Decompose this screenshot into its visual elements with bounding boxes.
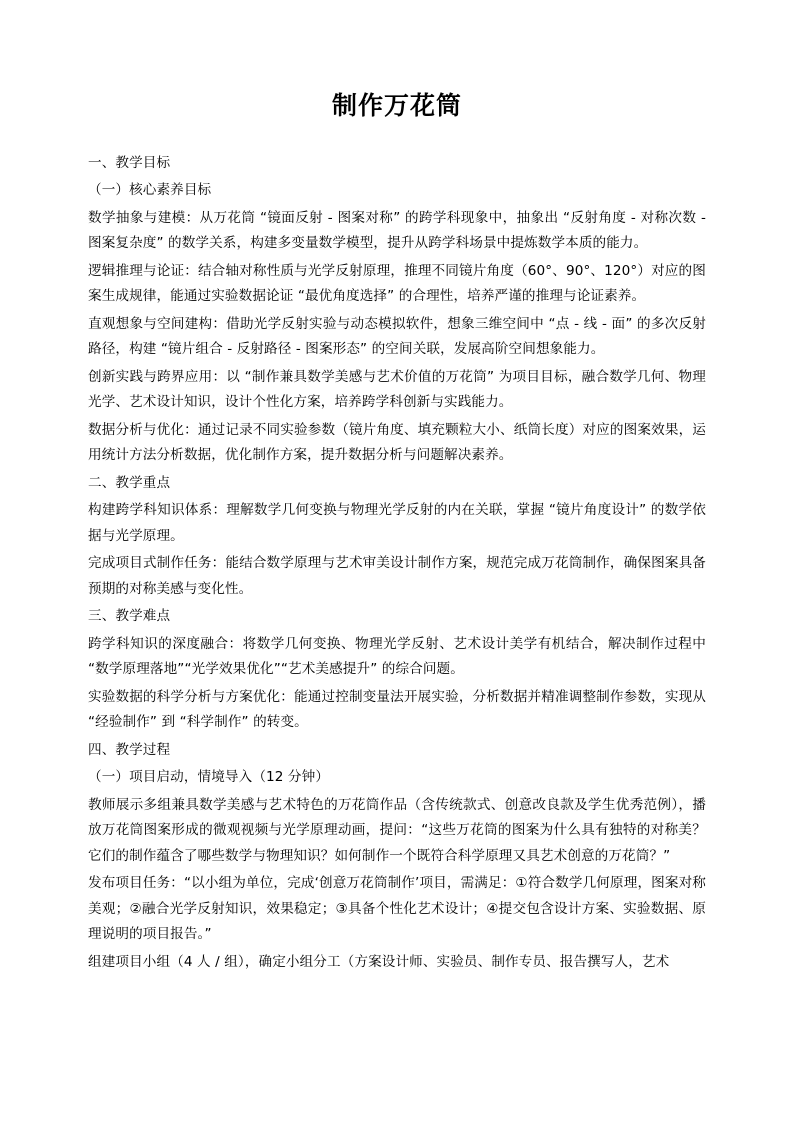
paragraph: 创新实践与跨界应用：以 “制作兼具数学美感与艺术价值的万花筒” 为项目目标，融合数学几何、物理光学、艺术设计知识，设计个性化方案，培养跨学科创新与实践能力。 [88,368,706,410]
page-title: 制作万花筒 [331,91,462,120]
paragraph: 完成项目式制作任务：能结合数学原理与艺术审美设计制作方案，规范完成万花筒制作，确保图案具备预期的对称美感与变化性。 [88,555,706,597]
paragraph: 逻辑推理与论证：结合轴对称性质与光学反射原理，推理不同镜片角度（60°、90°、120°）对应的图案生成规律，能通过实验数据论证 “最优角度选择” 的合理性，培养严谨的推理与论证素养。 [88,262,706,304]
paragraph: 构建跨学科知识体系：理解数学几何变换与物理光学反射的内在关联，掌握 “镜片角度设计” 的数学依据与光学原理。 [88,502,706,544]
section-heading: 三、教学难点 [88,608,171,624]
document-body [0,151,794,976]
section-heading: （一）核心素养目标 [88,182,212,198]
section-heading: 二、教学重点 [88,474,171,491]
paragraph: 跨学科知识的深度融合：将数学几何变换、物理光学反射、艺术设计美学有机结合，解决制作过程中 “数学原理落地”“光学效果优化”“艺术美感提升” 的综合问题。 [88,635,706,677]
paragraph: 发布项目任务：“以小组为单位，完成‘创意万花筒制作’项目，需满足：①符合数学几何原理，图案对称美观；②融合光学反射知识，效果稳定；③具备个性化艺术设计；④提交包含设计方案、实验数据、原理说明的项目报告。” [88,875,706,942]
section-heading: 四、教学过程 [88,741,171,758]
paragraph: 数学抽象与建模：从万花筒 “镜面反射 - 图案对称” 的跨学科现象中，抽象出 “反射角度 - 对称次数 - 图案复杂度” 的数学关系，构建多变量数学模型，提升从跨学科场景中提炼数学本质的能力。 [88,209,706,251]
paragraph: 组建项目小组（4 人 / 组），确定小组分工（方案设计师、实验员、制作专员、报告撰写人，艺术 [88,953,670,970]
section-heading: （一）项目启动，情境导入（12 分钟） [88,769,330,785]
section-heading: 一、教学目标 [88,154,171,171]
paragraph: 实验数据的科学分析与方案优化：能通过控制变量法开展实验，分析数据并精准调整制作参数，实现从 “经验制作” 到 “科学制作” 的转变。 [88,688,706,730]
paragraph: 数据分析与优化：通过记录不同实验参数（镜片角度、填充颗粒大小、纸筒长度）对应的图案效果，运用统计方法分析数据，优化制作方案，提升数据分析与问题解决素养。 [88,421,706,463]
paragraph: 教师展示多组兼具数学美感与艺术特色的万花筒作品（含传统款式、创意改良款及学生优秀范例），播放万花筒图案形成的微观视频与光学原理动画，提问：“这些万花筒的图案为什么具有独特的对称美？它们的制作蕴含了哪些数学与物理知识？如何制作一个既符合科学原理又具艺术创意的万花筒？” [88,796,706,864]
paragraph: 直观想象与空间建构：借助光学反射实验与动态模拟软件，想象三维空间中 “点 - 线 - 面” 的多次反射路径，构建 “镜片组合 - 反射路径 - 图案形态” 的空间关联，发展高阶空间想象能力。 [88,315,706,357]
